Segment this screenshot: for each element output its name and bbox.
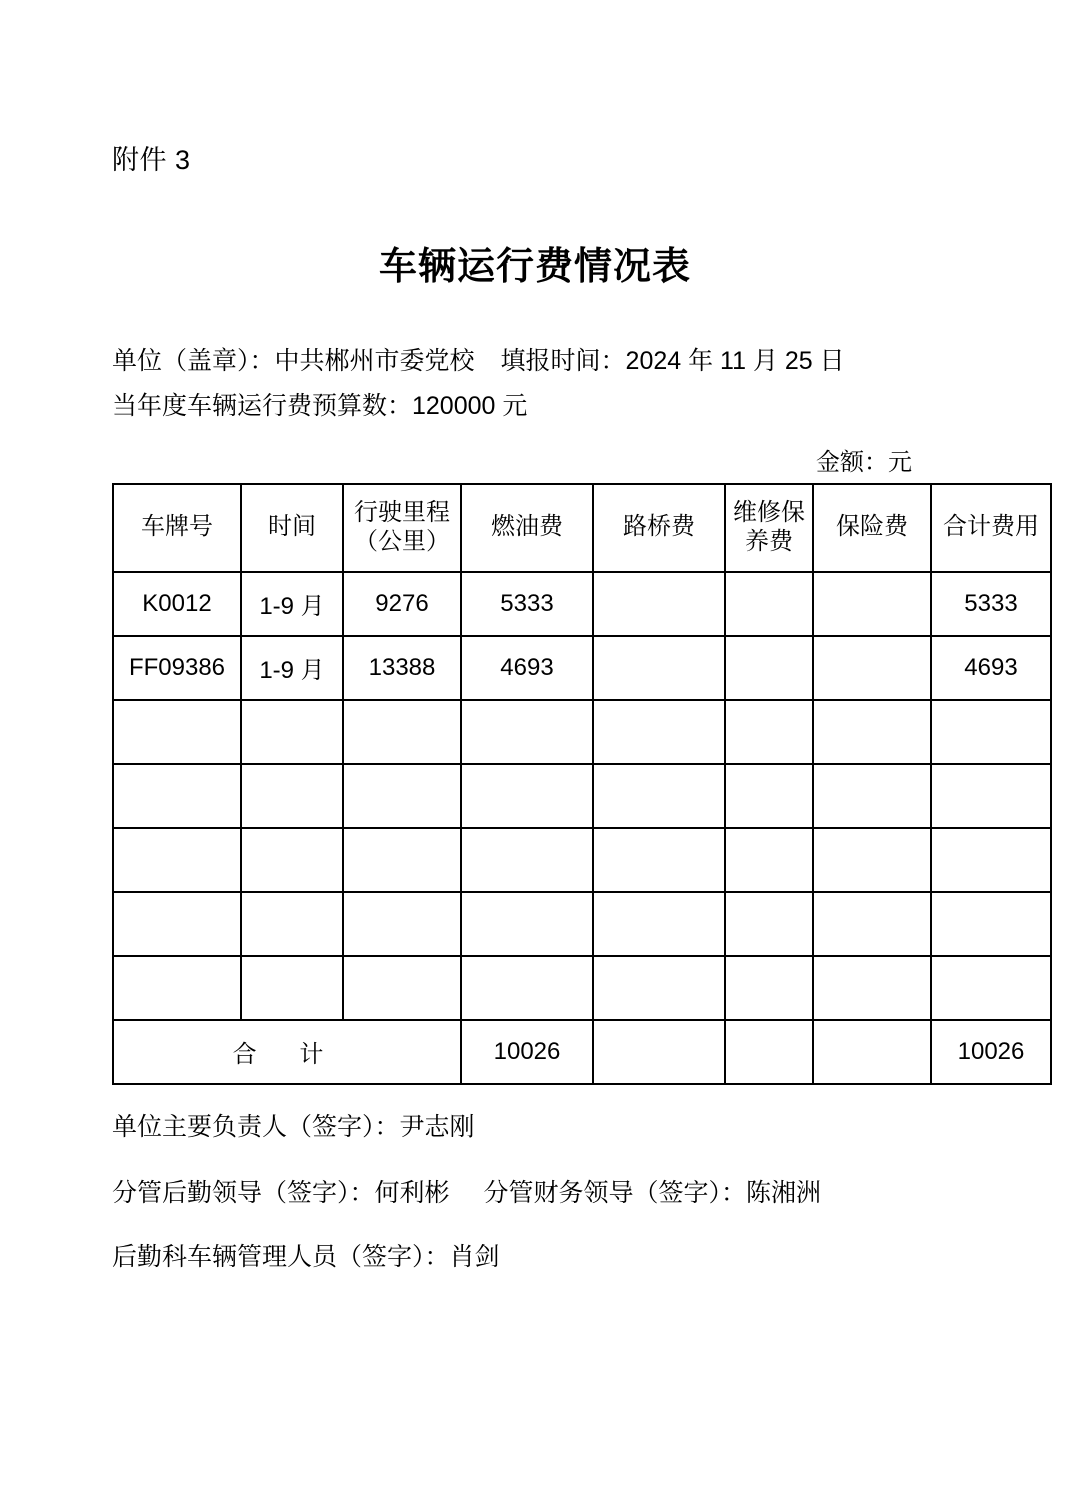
cell-plate [113, 956, 241, 1020]
cell-plate [113, 764, 241, 828]
cell-maintenance [725, 572, 813, 636]
signature-finance-label: 分管财务领导（签字）： [483, 1178, 747, 1207]
total-row-label: 合 计 [113, 1020, 461, 1084]
cell-insurance [813, 956, 931, 1020]
cell-time [241, 956, 343, 1020]
table-body [113, 572, 1051, 1020]
cell-mileage [343, 700, 461, 764]
cell-mileage [343, 764, 461, 828]
cell-plate [113, 828, 241, 892]
cell-time [241, 764, 343, 828]
cell-time [241, 828, 343, 892]
header-mileage: 行驶里程（公里） [343, 484, 461, 572]
amount-unit-label: 金额：元 [816, 448, 912, 476]
cell-total [931, 764, 1051, 828]
cell-fuel: 5333 [461, 572, 593, 636]
unit-name: 中共郴州市委党校 [274, 347, 475, 375]
table-header-row [113, 484, 1051, 572]
vehicle-expense-table [112, 483, 1052, 1085]
cell-mileage: 13388 [343, 636, 461, 700]
cell-time [241, 700, 343, 764]
total-sum: 10026 [931, 1020, 1051, 1084]
cell-maintenance [725, 956, 813, 1020]
total-insurance [813, 1020, 931, 1084]
cell-fuel [461, 764, 593, 828]
cell-mileage: 9276 [343, 572, 461, 636]
cell-fuel [461, 892, 593, 956]
signature-principal-name: 尹志刚 [399, 1112, 475, 1141]
cell-insurance [813, 764, 931, 828]
unit-label: 单位（盖章）： [112, 347, 275, 375]
unit-and-time-line [112, 342, 958, 381]
budget-line: 当年度车辆运行费预算数：120000 元 [112, 391, 528, 420]
cell-fuel [461, 828, 593, 892]
cell-plate: K0012 [113, 572, 241, 636]
cell-plate [113, 892, 241, 956]
signature-principal [112, 1107, 958, 1143]
cell-fuel [461, 956, 593, 1020]
total-fuel: 10026 [461, 1020, 593, 1084]
cell-time [241, 892, 343, 956]
cell-insurance [813, 700, 931, 764]
cell-mileage [343, 892, 461, 956]
table-head [113, 484, 1051, 572]
cell-maintenance [725, 636, 813, 700]
cell-road-toll [593, 956, 725, 1020]
cell-total: 4693 [931, 636, 1051, 700]
cell-fuel [461, 700, 593, 764]
page-title: 车辆运行费情况表 [378, 246, 691, 288]
signature-principal-label: 单位主要负责人（签字）： [112, 1112, 400, 1141]
signature-vehicle-admin-name: 肖剑 [449, 1242, 500, 1271]
header-time: 时间 [241, 484, 343, 572]
cell-total [931, 892, 1051, 956]
total-maintenance [725, 1020, 813, 1084]
cell-time: 1-9 月 [241, 636, 343, 700]
table-row [113, 764, 1051, 828]
table-row [113, 956, 1051, 1020]
cell-maintenance [725, 764, 813, 828]
report-time-value: 2024 年 11 月 25 日 [625, 347, 845, 375]
table-foot [113, 1020, 1051, 1084]
cell-insurance [813, 636, 931, 700]
signature-finance-name: 陈湘洲 [746, 1178, 822, 1207]
cell-insurance [813, 572, 931, 636]
cell-insurance [813, 892, 931, 956]
table-row [113, 700, 1051, 764]
cell-maintenance [725, 700, 813, 764]
cell-total [931, 956, 1051, 1020]
cell-road-toll [593, 700, 725, 764]
report-time-label: 填报时间： [500, 347, 626, 375]
cell-insurance [813, 828, 931, 892]
signature-vehicle-admin [112, 1237, 958, 1273]
cell-total [931, 700, 1051, 764]
cell-maintenance [725, 892, 813, 956]
signature-block [112, 1107, 958, 1273]
cell-mileage [343, 956, 461, 1020]
header-plate: 车牌号 [113, 484, 241, 572]
cell-total [931, 828, 1051, 892]
table-row [113, 828, 1051, 892]
signature-vehicle-admin-label: 后勤科车辆管理人员（签字）： [112, 1242, 450, 1271]
header-maintenance: 维修保养费 [725, 484, 813, 572]
cell-plate: FF09386 [113, 636, 241, 700]
cell-maintenance [725, 828, 813, 892]
cell-time: 1-9 月 [241, 572, 343, 636]
table-total-row [113, 1020, 1051, 1084]
cell-road-toll [593, 828, 725, 892]
cell-road-toll [593, 892, 725, 956]
meta-block [112, 342, 958, 426]
cell-road-toll [593, 572, 725, 636]
header-insurance: 保险费 [813, 484, 931, 572]
signature-logistics-label: 分管后勤领导（签字）： [112, 1178, 375, 1207]
table-row [113, 636, 1051, 700]
cell-mileage [343, 828, 461, 892]
cell-total: 5333 [931, 572, 1051, 636]
header-total: 合计费用 [931, 484, 1051, 572]
attachment-label: 附件 3 [112, 145, 191, 175]
signature-logistics-name: 何利彬 [374, 1178, 450, 1207]
cell-road-toll [593, 636, 725, 700]
table-row [113, 892, 1051, 956]
cell-plate [113, 700, 241, 764]
cell-fuel: 4693 [461, 636, 593, 700]
header-road-toll: 路桥费 [593, 484, 725, 572]
table-row [113, 572, 1051, 636]
cell-road-toll [593, 764, 725, 828]
header-fuel: 燃油费 [461, 484, 593, 572]
total-road-toll [593, 1020, 725, 1084]
signature-logistics-and-finance [112, 1173, 958, 1209]
